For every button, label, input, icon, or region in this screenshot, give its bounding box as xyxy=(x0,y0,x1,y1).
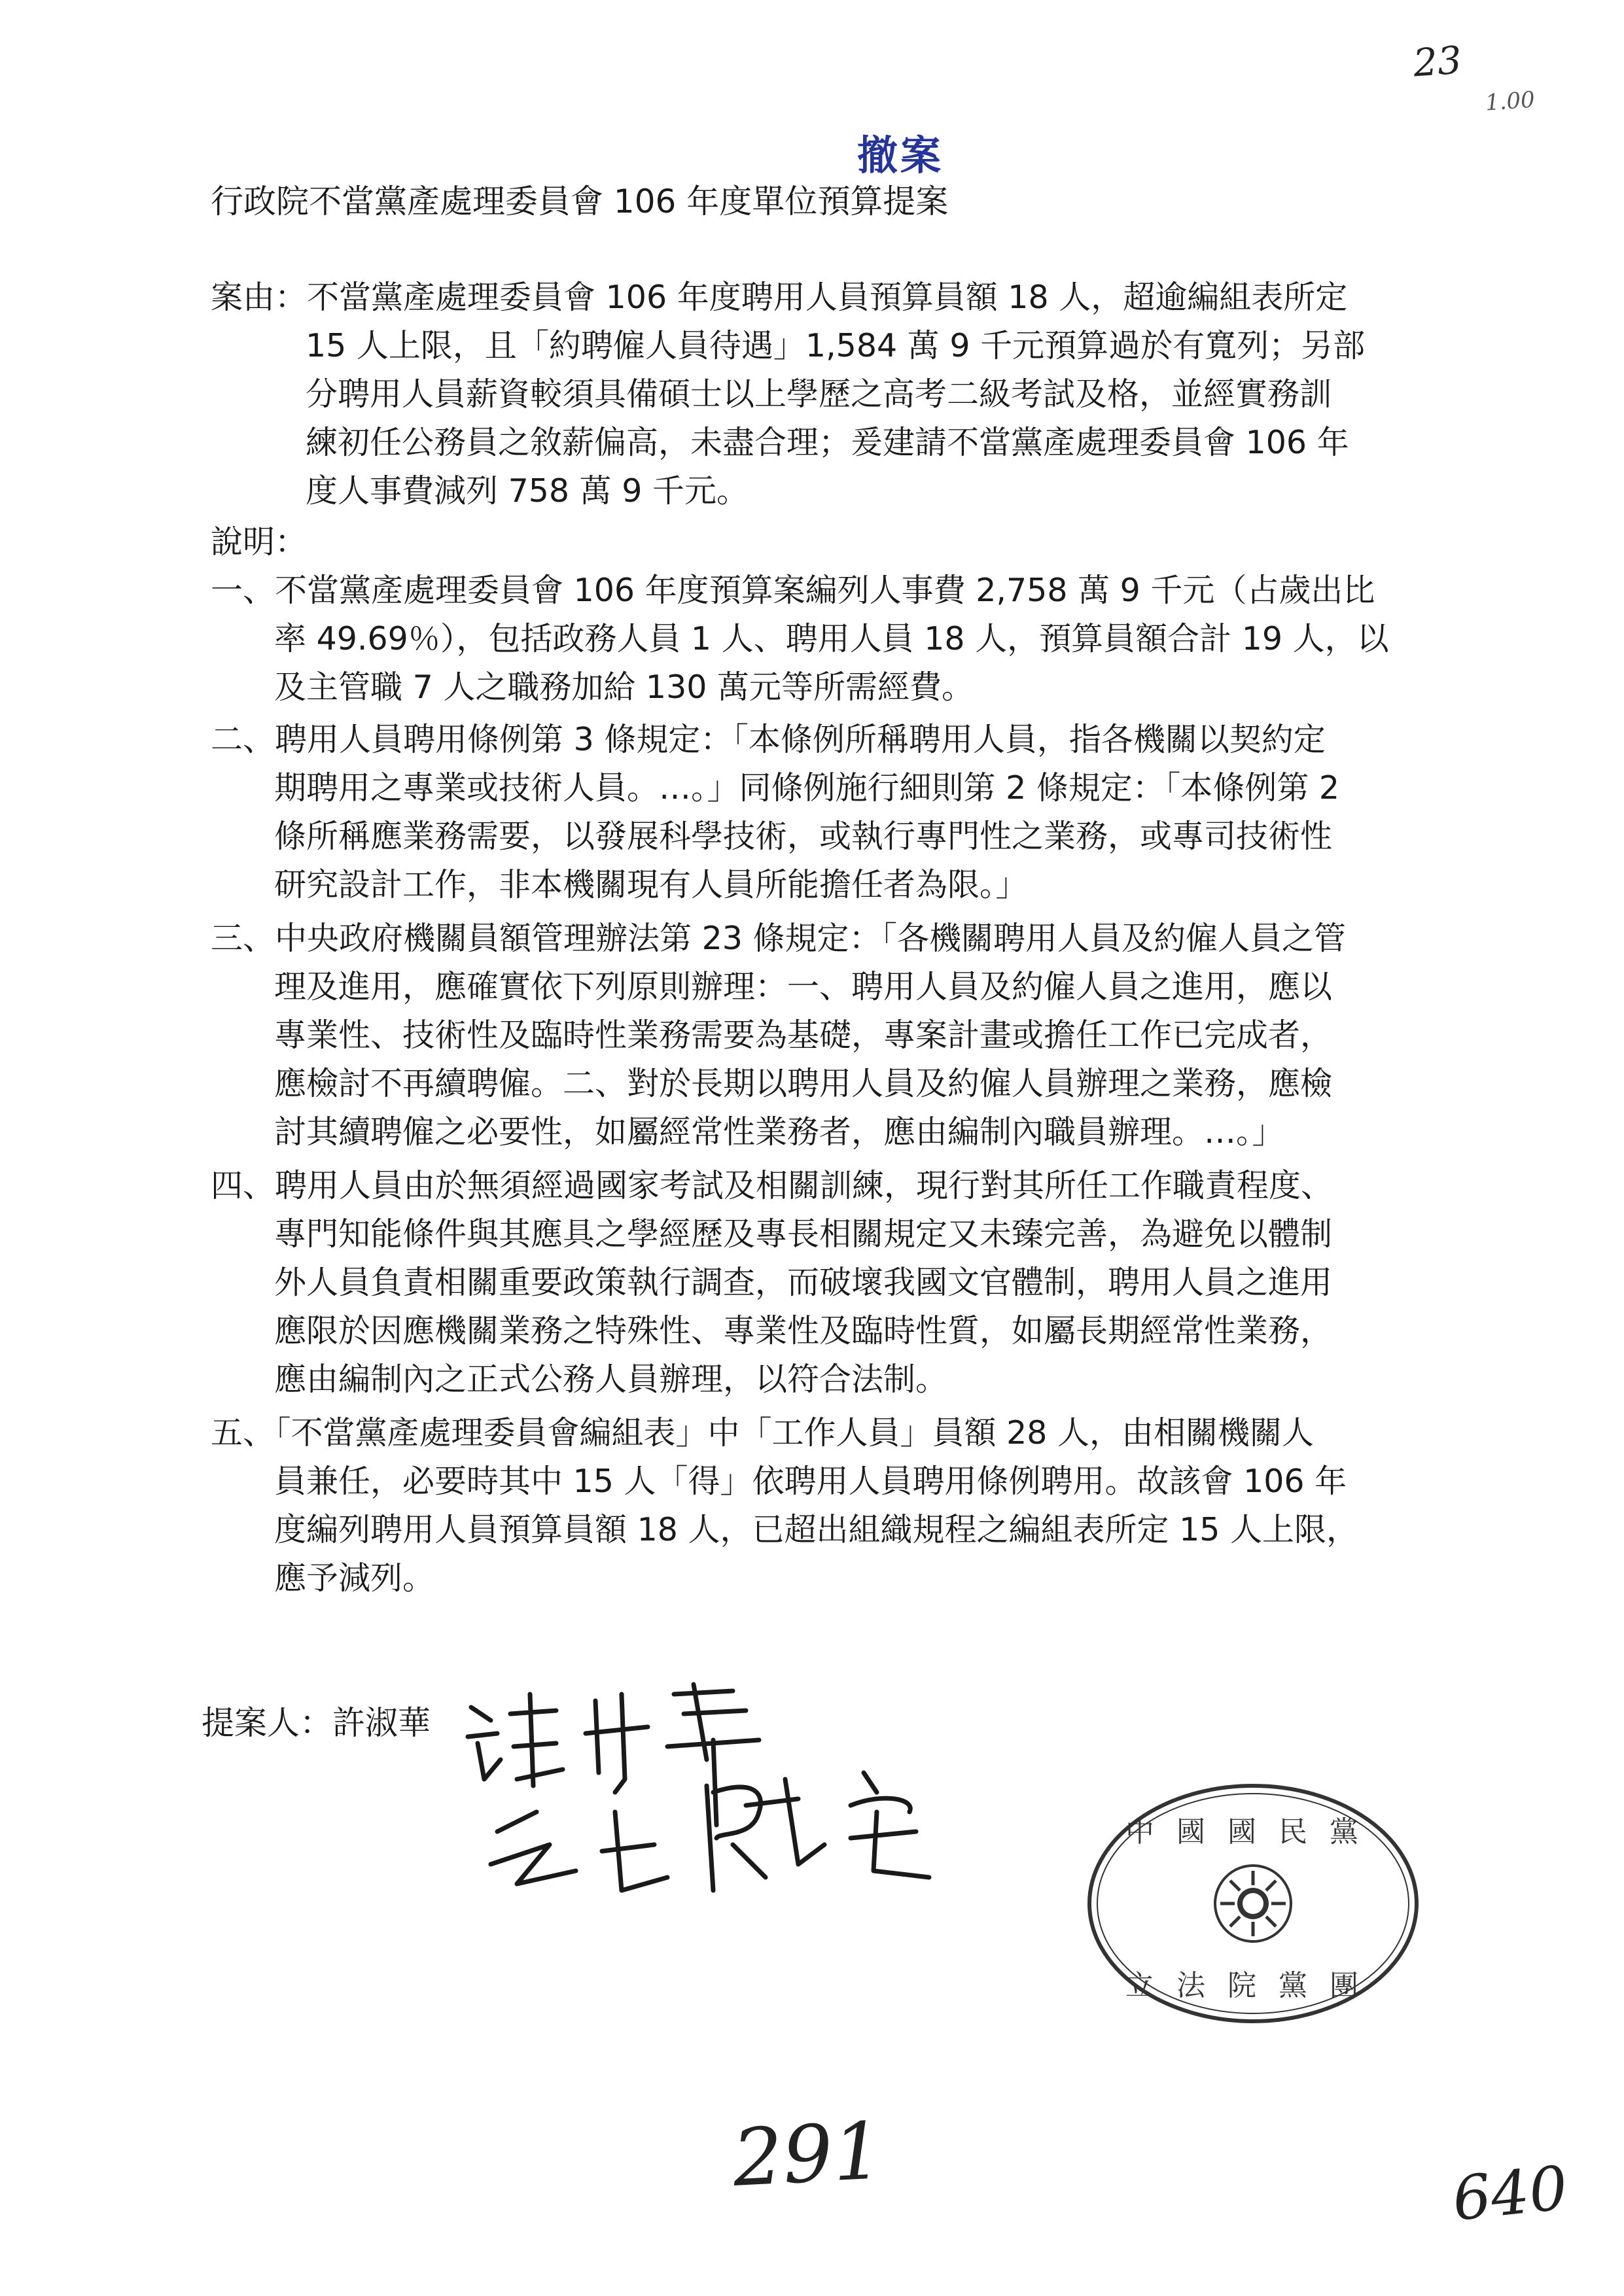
reason-section xyxy=(211,273,1366,515)
item-line: 研究設計工作，非本機關現有人員所能擔任者為限。」 xyxy=(274,866,1028,903)
handwritten-signature xyxy=(458,1681,1060,1897)
handwritten-page-number-secondary: 640 xyxy=(1449,2153,1571,2235)
explanation-label: 說明： xyxy=(211,523,308,561)
reason-line: 度人事費減列 758 萬 9 千元。 xyxy=(306,472,749,510)
document-title: 行政院不當黨產處理委員會 106 年度單位預算提案 xyxy=(211,183,949,220)
item-line: 專門知能條件與其應具之學經歷及專長相關規定又未臻完善，為避免以體制 xyxy=(274,1215,1333,1253)
item-line: 理及進用，應確實依下列原則辦理：一、聘用人員及約僱人員之進用，應以 xyxy=(274,968,1333,1005)
item-line: 二、聘用人員聘用條例第 3 條規定：「本條例所稱聘用人員，指各機關以契約定 xyxy=(211,721,1326,758)
handwritten-corner-sub: 1.00 xyxy=(1484,86,1536,116)
item-line: 及主管職 7 人之職務加給 130 萬元等所需經費。 xyxy=(274,669,974,706)
explanation-item-2 xyxy=(211,716,1362,909)
item-line: 應限於因應機關業務之特殊性、專業性及臨時性質，如屬長期經常性業務， xyxy=(274,1312,1333,1349)
reason-label: 案由： xyxy=(211,279,308,316)
proposer-line: 提案人：許淑華 xyxy=(202,1704,431,1742)
handwritten-corner-note: 23 xyxy=(1411,37,1464,86)
explanation-item-1 xyxy=(211,566,1389,712)
item-line: 期聘用之專業或技術人員。…。」同條例施行細則第 2 條規定：「本條例第 2 xyxy=(274,769,1340,807)
item-line: 員兼任，必要時其中 15 人「得」依聘用人員聘用條例聘用。故該會 106 年 xyxy=(274,1463,1347,1500)
reason-line: 練初任公務員之敘薪偏高，未盡合理；爰建請不當黨產處理委員會 106 年 xyxy=(306,424,1349,461)
explanation-item-3 xyxy=(211,914,1362,1157)
item-line: 五、「不當黨產處理委員會編組表」中「工作人員」員額 28 人，由相關機關人 xyxy=(211,1414,1315,1452)
item-line: 條所稱應業務需要，以發展科學技術，或執行專門性之業務，或專司技術性 xyxy=(274,818,1333,855)
item-line: 專業性、技術性及臨時性業務需要為基礎，專案計畫或擔任工作已完成者， xyxy=(274,1017,1333,1054)
party-caucus-seal xyxy=(1083,1773,1423,2034)
item-line: 討其續聘僱之必要性，如屬經常性業務者，應由編制內職員辦理。…。」 xyxy=(274,1113,1284,1151)
item-line: 三、中央政府機關員額管理辦法第 23 條規定：「各機關聘用人員及約僱人員之管 xyxy=(211,920,1347,957)
item-line: 率 49.69％），包括政務人員 1 人、聘用人員 18 人，預算員額合計 19 人，以 xyxy=(274,620,1389,657)
item-line: 應予減列。 xyxy=(274,1559,435,1597)
withdrawn-stamp: 撤案 xyxy=(857,131,944,179)
reason-line: 15 人上限，且「約聘僱人員待遇」1,584 萬 9 千元預算過於有寬列；另部 xyxy=(306,327,1366,364)
svg-text:中國國民黨: 中國國民黨 xyxy=(1125,1815,1381,1849)
svg-text:立法院黨團: 立法院黨團 xyxy=(1125,1969,1381,2002)
item-line: 一、不當黨產處理委員會 106 年度預算案編列人事費 2,758 萬 9 千元（占歲出比 xyxy=(211,572,1375,609)
reason-line: 案由：不當黨產處理委員會 106 年度聘用人員預算員額 18 人，超逾編組表所定 xyxy=(211,279,1348,316)
handwritten-page-number: 291 xyxy=(730,2106,885,2204)
reason-line: 分聘用人員薪資較須具備碩士以上學歷之高考二級考試及格，並經實務訓 xyxy=(306,375,1332,413)
explanation-item-5 xyxy=(211,1409,1362,1603)
item-line: 度編列聘用人員預算員額 18 人，已超出組織規程之編組表所定 15 人上限， xyxy=(274,1511,1359,1548)
item-line: 應由編制內之正式公務人員辦理，以符合法制。 xyxy=(274,1361,948,1398)
item-line: 外人員負責相關重要政策執行調查，而破壞我國文官體制，聘用人員之進用 xyxy=(274,1264,1333,1301)
item-line: 應檢討不再續聘僱。二、對於長期以聘用人員及約僱人員辦理之業務，應檢 xyxy=(274,1065,1333,1102)
item-line: 四、聘用人員由於無須經過國家考試及相關訓練，現行對其所任工作職責程度、 xyxy=(211,1167,1333,1204)
explanation-item-4 xyxy=(211,1162,1362,1404)
